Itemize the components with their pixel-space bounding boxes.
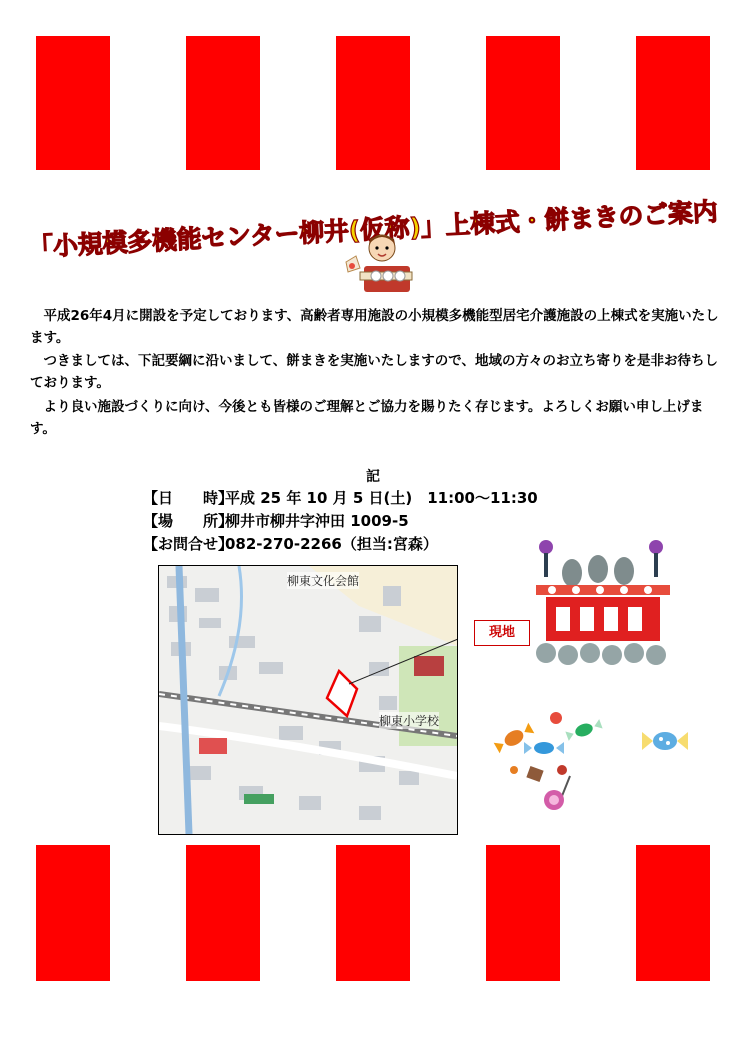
ki-heading: 記 [366, 469, 380, 485]
red-stripe [36, 36, 110, 170]
red-stripe [336, 36, 410, 170]
contact-label: 【お問合せ】 [143, 535, 234, 553]
date-label: 【日 時】 [143, 489, 234, 507]
invitation-paragraph: つきましては、下記要綱に沿いまして、餅まきを実施いたしますので、地域の方々のお立ち寄りを是非お待ちしております。 [30, 353, 718, 391]
red-stripe [636, 845, 710, 981]
mascot-illustration [338, 232, 416, 296]
red-stripe [486, 36, 560, 170]
date-row [143, 487, 538, 508]
candies-illustration [492, 708, 604, 812]
intro-paragraph: 平成26年4月に開設を予定しております、高齢者専用施設の小規模多機能型居宅介護施設の上棟式を実施いたします。 [30, 308, 719, 346]
map-label-school: 柳東小学校 [379, 714, 440, 728]
location-map [158, 565, 458, 835]
red-stripe [636, 36, 710, 170]
red-stripe [186, 845, 260, 981]
red-stripe [186, 36, 260, 170]
contact-row [143, 533, 438, 554]
contact-value: 082-270-2266（担当:宮森） [225, 535, 438, 553]
page-title-text: 「小規模多機能センター柳井(仮称)」上棟式・餅まきのご案内 [27, 196, 726, 262]
place-row [143, 510, 409, 531]
closing-paragraph: より良い施設づくりに向け、今後とも皆様のご理解とご協力を賜りたく存じます。よろしくお願い申し上げます。 [30, 399, 704, 437]
site-callout: 現地 [474, 620, 530, 646]
place-value: 柳井市柳井字沖田 1009-5 [225, 512, 409, 530]
date-value: 平成 25 年 10 月 5 日(土) 11:00～11:30 [225, 489, 538, 507]
festival-float-illustration [532, 535, 674, 670]
red-stripe [486, 845, 560, 981]
place-label: 【場 所】 [143, 512, 234, 530]
map-label-hall: 柳東文化会館 [287, 574, 360, 588]
red-stripe [336, 845, 410, 981]
red-stripe [36, 845, 110, 981]
wrapped-candy-illustration [640, 726, 690, 756]
